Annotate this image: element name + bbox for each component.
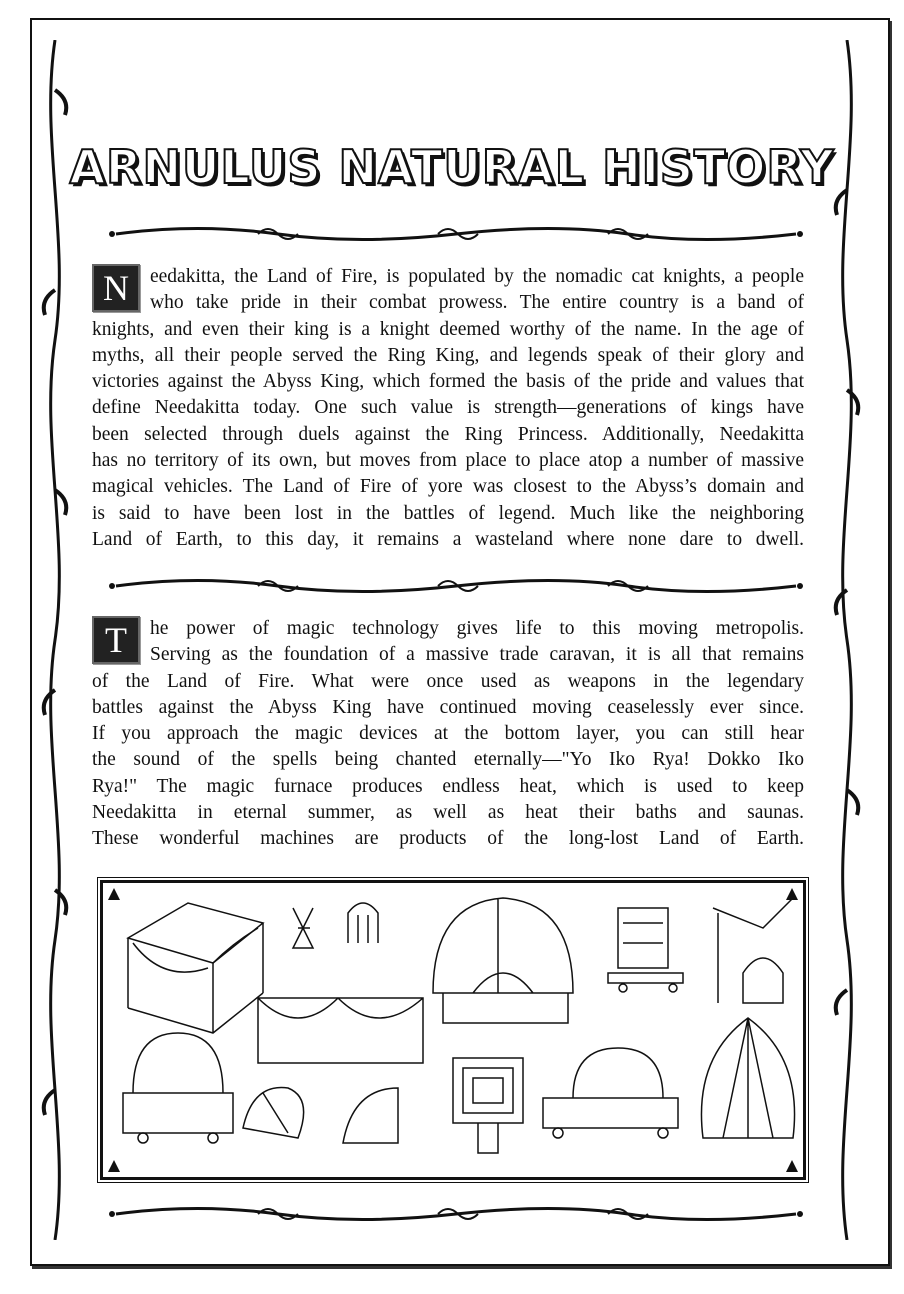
text-line: Serving as the foundation of a massive trade caravan, it is all that remains (150, 644, 804, 666)
caravan-sketch-illustration (100, 880, 806, 1180)
text-line: myths, all their people served the Ring King, and legends speak of their glory and (92, 344, 804, 366)
corner-triangle-icon (107, 1159, 121, 1173)
text-line: knights, and even their king is a knight deemed worthy of the name. In the age of (92, 318, 804, 340)
text-line: Land of Earth, to this day, it remains a wasteland where none dare to dwell. (92, 528, 804, 550)
architecture-sketches (103, 883, 803, 1177)
text-line: battles against the Abyss King have continued moving ceaselessly ever since. (92, 696, 804, 718)
text-line: define Needakitta today. One such value is strength—generations of kings have (92, 397, 804, 419)
left-vine-ornament (40, 40, 70, 1240)
text-line: has no territory of its own, but moves from place to place atop a number of massive (92, 450, 804, 472)
page-title: ARNULUS NATURAL HISTORY (69, 140, 835, 194)
text-line: of the Land of Fire. What were once used as weapons in the legendary (92, 670, 804, 692)
text-line: is said to have been lost in the battles of legend. Much like the neighboring (92, 502, 804, 524)
drop-cap: T (92, 616, 140, 664)
section-moving-metropolis (92, 614, 804, 853)
ornamental-divider (108, 575, 804, 597)
text-line: magical vehicles. The Land of Fire of yore was closest to the Abyss’s domain and (92, 476, 804, 498)
corner-triangle-icon (785, 1159, 799, 1173)
right-vine-ornament (832, 40, 862, 1240)
corner-triangle-icon (107, 887, 121, 901)
text-line: the sound of the spells being chanted eternally—"Yo Iko Rya! Dokko Iko (92, 749, 804, 771)
text-line: eedakitta, the Land of Fire, is populated by the nomadic cat knights, a people (150, 266, 804, 287)
text-line: These wonderful machines are products of the long-lost Land of Earth. (92, 828, 804, 850)
drop-cap: N (92, 264, 140, 312)
text-line: Rya!" The magic furnace produces endless heat, which is used to keep (92, 775, 804, 797)
text-line: victories against the Abyss King, which formed the basis of the pride and values that (92, 371, 804, 393)
corner-triangle-icon (785, 887, 799, 901)
text-line: who take pride in their combat prowess. The entire country is a band of (150, 292, 804, 314)
text-line: Needakitta in eternal summer, as well as heat their baths and saunas. (92, 802, 804, 824)
text-line: been selected through duels against the Ring Princess. Additionally, Needakitta (92, 423, 804, 445)
section-needakitta (92, 262, 804, 553)
ornamental-divider (108, 1203, 804, 1225)
text-line: If you approach the magic devices at the bottom layer, you can still hear (92, 723, 804, 745)
ornamental-divider (108, 223, 804, 245)
text-line: he power of magic technology gives life to this moving metropolis. (150, 618, 804, 639)
